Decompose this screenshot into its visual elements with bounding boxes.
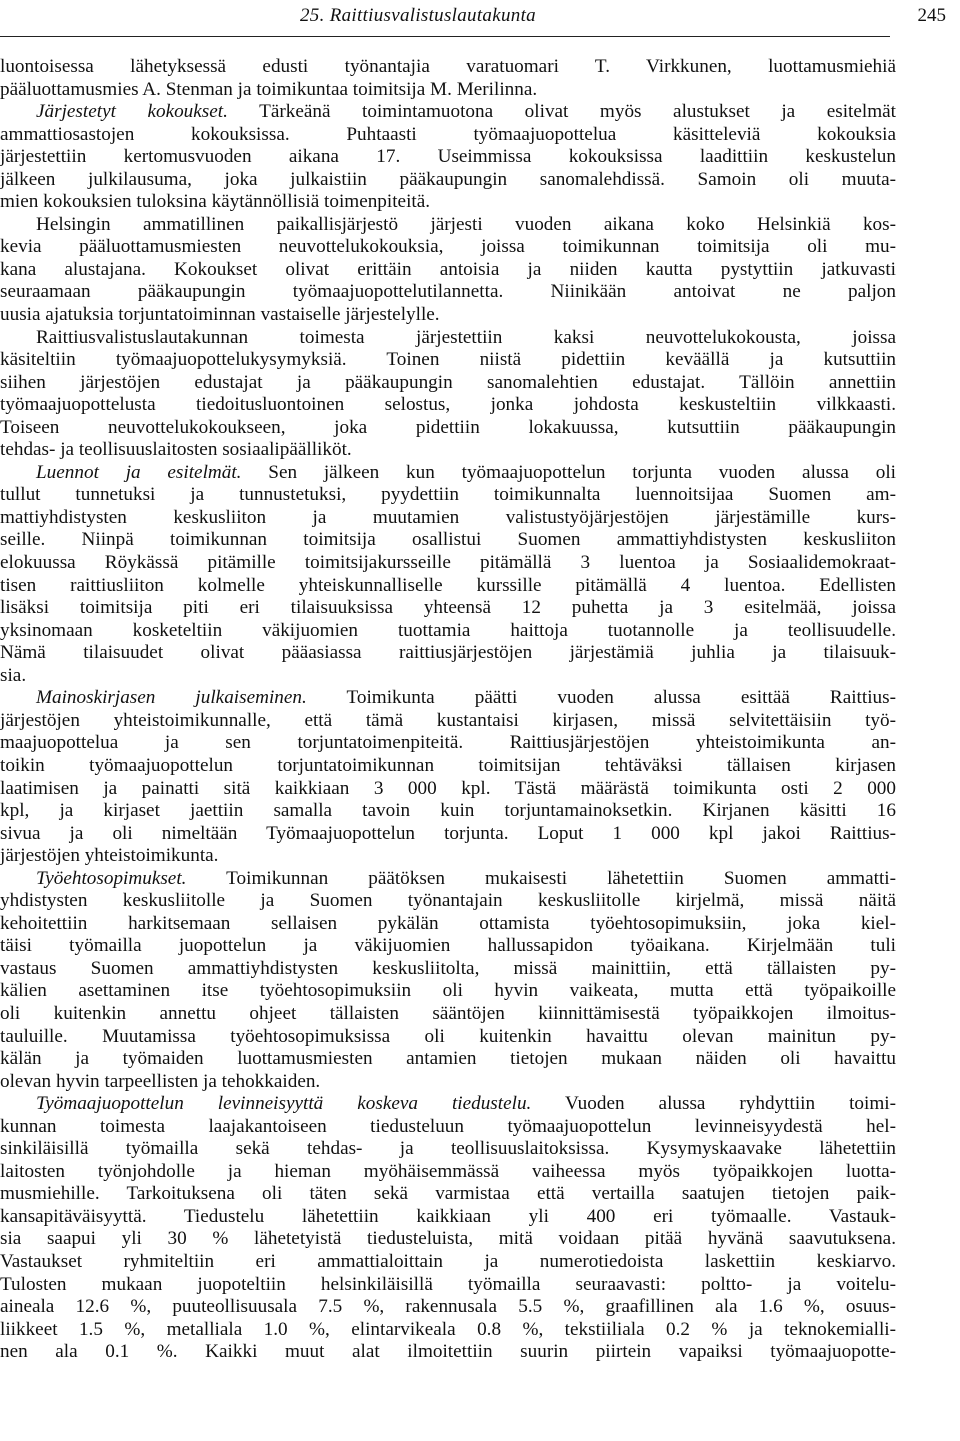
line-text: kehoitettiin harkitsemaan sellaisen pykälän ottamista työehtosopimuksiin, joka kiel- [0,912,896,934]
line-text: uusia ajatuksia torjuntatoiminnan vastaiselle järjestelylle. [0,304,440,326]
line-text: kunnan toimesta laajakantoiseen tiedusteluun työmaajuopottelun levinneisyydestä hel- [0,1115,896,1137]
text-line [0,259,896,282]
text-line [0,800,896,823]
text-line [0,868,896,891]
line-text: järjestöjen yhteistoimikunta. [0,845,219,867]
section-heading: Työehtosopimukset. [36,867,187,889]
section-heading: Työmaajuopottelun levinneisyyttä koskeva tiedustelu. [36,1093,532,1115]
line-text: Vuoden alussa ryhdyttiin toimi- [531,1093,896,1115]
line-text: Toiseen neuvottelukokoukseen, joka pidettiin lokakuussa, kutsuttiin pääkaupungin [0,416,896,438]
line-text: siihen järjestöjen edustajat ja pääkaupungin sanomalehtien edustajat. Tällöin annettiin [0,371,896,393]
line-text: Vastaukset ryhmiteltiin eri ammattialoittain ja numerotiedoista laskettiin keskiarvo. [0,1250,896,1272]
text-line [0,552,896,575]
line-text: tullut tunnetuksi ja tunnustetuksi, pyydettiin toimikunnalta luennoitsijaa Suomen am- [0,484,896,506]
line-text: mien kokouksien tuloksina käytännöllisiä toimenpiteitä. [0,191,431,213]
text-line [0,1183,896,1206]
line-text: maajuopottelua ja sen torjuntatoimenpiteitä. Raittiusjärjestöjen yhteistoimikunta an- [0,732,896,754]
text-line [0,124,896,147]
text-line [0,980,896,1003]
text-line [0,372,896,395]
line-text: täisi työmailla juopottelun ja väkijuomien hallussapidon työaikana. Kirjelmään tuli [0,935,896,957]
running-title: 25. Raittiusvalistuslautakunta [300,5,536,26]
text-line [0,236,896,259]
line-text: Toimikunta päätti vuoden alussa esittää Raittius- [306,687,896,709]
line-text: toikin työmaajuopottelun torjuntatoimikunnan toimitsijan tehtäväksi tällaisen kirjasen [0,754,896,776]
line-text: tauluille. Muutamissa työehtosopimuksissa oli kuitenkin havaittu olevan mainitun py- [0,1025,896,1047]
line-text: ammattiosastojen kokouksissa. Puhtaasti työmaajuopottelua käsitteleviä kokouksia [0,123,896,145]
line-text: kälän ja työmaiden luottamusmiesten antamien tietojen mukaan näiden oli havaittu [0,1048,896,1070]
line-text: seille. Niinpä toimikunnan toimitsija osallistui Suomen ammattiyhdistysten keskusliiton [0,529,896,551]
line-text: seuraamaan pääkaupungin työmaajuopottelutilannetta. Niinikään antoivat ne paljon [0,281,896,303]
text-line [0,101,896,124]
text-line [0,1116,896,1139]
text-line [0,417,896,440]
line-text: elokuussa Röykässä pitämille toimitsijakursseille pitämällä 3 luentoa ja Sosiaalidemokraat- [0,552,896,574]
line-text: sia saapui yli 30 % lähetetyistä tiedusteluista, mitä voidaan pitää hyvänä saavutuksena. [0,1228,896,1250]
line-text: kpl, ja kirjaset jaettiin samalla tavoin kuin torjuntamainoksetkin. Kirjanen käsitti 16 [0,800,896,822]
section-heading: Luennot ja esitelmät. [36,461,242,483]
line-text: käsiteltiin työmaajuopottelukysymyksiä. Toinen niistä pidettiin keväällä ja kutsuttiin [0,349,896,371]
line-text: Tärkeänä toimintamuotona olivat myös alustukset ja esitelmät [227,101,897,123]
text-line [0,146,896,169]
text-line [0,529,896,552]
line-text: yhdistysten keskusliitolle ja Suomen työnantajain keskusliitolle kirjelmä, missä näitä [0,890,896,912]
text-line [0,913,896,936]
line-text: Helsingin ammatillinen paikallisjärjestö järjesti vuoden aikana koko Helsinkiä kos- [36,213,896,235]
line-text: oli kuitenkin annettu ohjeet tällaisten sääntöjen kiinnittämisestä työpaikkojen ilmoitus- [0,1002,896,1024]
text-line [0,191,896,214]
line-text: musmiehille. Tarkoituksena oli täten sekä varmistaa että vertailla saatujen tietojen paik- [0,1183,896,1205]
text-line [0,462,896,485]
line-text: tisen raittiusliiton kolmelle yhteiskunnalliselle kurssille pitämällä 4 luentoa. Edellisten [0,574,896,596]
line-text: vastaus Suomen ammattiyhdistysten keskusliitolta, missä mainittiin, että tällaisten py- [0,957,896,979]
line-text: Toimikunnan päätöksen mukaisesti lähetettiin Suomen ammatti- [186,867,896,889]
line-text: järjestettiin kertomusvuoden aikana 17. Useimmissa kokouksissa laadittiin keskustelun [0,146,896,168]
text-line [0,755,896,778]
text-line [0,1251,896,1274]
text-line [0,665,896,688]
text-line [0,327,896,350]
text-line [0,597,896,620]
line-text: kana alustajana. Kokoukset olivat erittäin antoisia ja niiden kautta pystyttiin jatkuvasti [0,258,896,280]
text-line [0,1296,896,1319]
text-line [0,1206,896,1229]
text-line [0,1048,896,1071]
line-text: aineala 12.6 %, puuteollisuusala 7.5 %, rakennusala 5.5 %, graafillinen ala 1.6 %, osuus- [0,1296,896,1318]
section-heading: Järjestetyt kokoukset. [36,101,228,123]
page-number: 245 [917,5,946,26]
text-line [0,304,896,327]
text-line [0,1274,896,1297]
text-line [0,394,896,417]
text-line [0,79,896,102]
text-line [0,732,896,755]
line-text: tehdas- ja teollisuuslaitosten sosiaalipäälliköt. [0,439,352,461]
line-text: lisäksi toimitsija piti eri tilaisuuksissa yhteensä 12 puhetta ja 3 esitelmää, joissa [0,597,896,619]
line-text: järjestöjen yhteistoimikunnalle, että tämä kustantaisi kirjasen, missä selvitettäisiin työ- [0,709,896,731]
line-text: nen ala 0.1 %. Kaikki muut alat ilmoitettiin suurin piirtein vapaiksi työmaajuopotte- [0,1341,896,1363]
text-line [0,439,896,462]
text-line [0,642,896,665]
text-line [0,507,896,530]
text-line [0,935,896,958]
line-text: Nämä tilaisuudet olivat pääasiassa raittiusjärjestöjen järjestämiä juhlia ja tilaisuuk- [0,642,896,664]
section-heading: Mainoskirjasen julkaiseminen. [36,687,307,709]
line-text: kälien asettaminen itse työehtosopimuksiin oli hyvin vaikeata, mutta että työpaikoille [0,980,896,1002]
line-text: yksinomaan kosketeltiin väkijuomien tuottamia haittoja tuotannolle ja teollisuudelle. [0,619,896,641]
line-text: liikkeet 1.5 %, metalliala 1.0 %, elintarvikeala 0.8 %, tekstiiliala 0.2 % ja teknokemialli- [0,1318,896,1340]
running-header [0,0,960,40]
text-line [0,890,896,913]
text-line [0,778,896,801]
body-text [0,56,896,1364]
text-line [0,1341,896,1364]
line-text: laitosten työnjohdolle ja hieman myöhäisemmässä vaiheessa myös työpaikkojen luotta- [0,1160,896,1182]
text-line [0,823,896,846]
line-text: työmaajuopottelusta tiedoitusluontoinen selostus, jonka johdosta keskusteltiin vilkkaasti. [0,394,896,416]
text-line [0,958,896,981]
text-line [0,484,896,507]
text-line [0,1161,896,1184]
line-text: mattiyhdistysten keskusliiton ja muutamien valistustyöjärjestöjen järjestämille kurs- [0,506,896,528]
line-text: sinkiläisillä työmailla sekä tehdas- ja teollisuuslaitoksissa. Kysymyskaavake lähetettiin [0,1138,896,1160]
text-line [0,1093,896,1116]
text-line [0,1003,896,1026]
line-text: sia. [0,664,27,686]
text-line [0,1026,896,1049]
text-line [0,1071,896,1094]
text-line [0,1319,896,1342]
line-text: Raittiusvalistuslautakunnan toimesta järjestettiin kaksi neuvottelukokousta, joissa [36,326,896,348]
text-line [0,56,896,79]
line-text: sivua ja oli nimeltään Työmaajuopottelun torjunta. Loput 1 000 kpl jakoi Raittius- [0,822,896,844]
text-line [0,281,896,304]
text-line [0,710,896,733]
text-line [0,1228,896,1251]
text-line [0,845,896,868]
text-line [0,620,896,643]
text-line [0,687,896,710]
text-line [0,1138,896,1161]
text-line [0,169,896,192]
text-line [0,214,896,237]
line-text: pääluottamusmies A. Stenman ja toimikuntaa toimitsija M. Merilinna. [0,78,538,100]
line-text: laatimisen ja painatti sitä kaikkiaan 3 000 kpl. Tästä määrästä toimikunta osti 2 000 [0,777,896,799]
line-text: Sen jälkeen kun työmaajuopottelun torjunta vuoden alussa oli [241,461,896,483]
text-line [0,349,896,372]
line-text: luontoisessa lähetyksessä edusti työnantajia varatuomari T. Virkkunen, luottamusmiehiä [0,56,896,77]
line-text: kevia pääluottamusmiesten neuvottelukokouksia, joissa toimikunnan toimitsija oli mu- [0,236,896,258]
line-text: olevan hyvin tarpeellisten ja tehokkaiden. [0,1070,321,1092]
text-line [0,575,896,598]
line-text: jälkeen julkilausuma, joka julkaistiin pääkaupungin sanomalehdissä. Samoin oli muuta- [0,168,896,190]
header-rule [0,36,890,37]
line-text: kansapitäväisyyttä. Tiedustelu lähetettiin kaikkiaan yli 400 eri työmaalle. Vastauk- [0,1205,896,1227]
line-text: Tulosten mukaan juopoteltiin helsinkiläisillä työmailla seuraavasti: poltto- ja voitelu- [0,1273,896,1295]
